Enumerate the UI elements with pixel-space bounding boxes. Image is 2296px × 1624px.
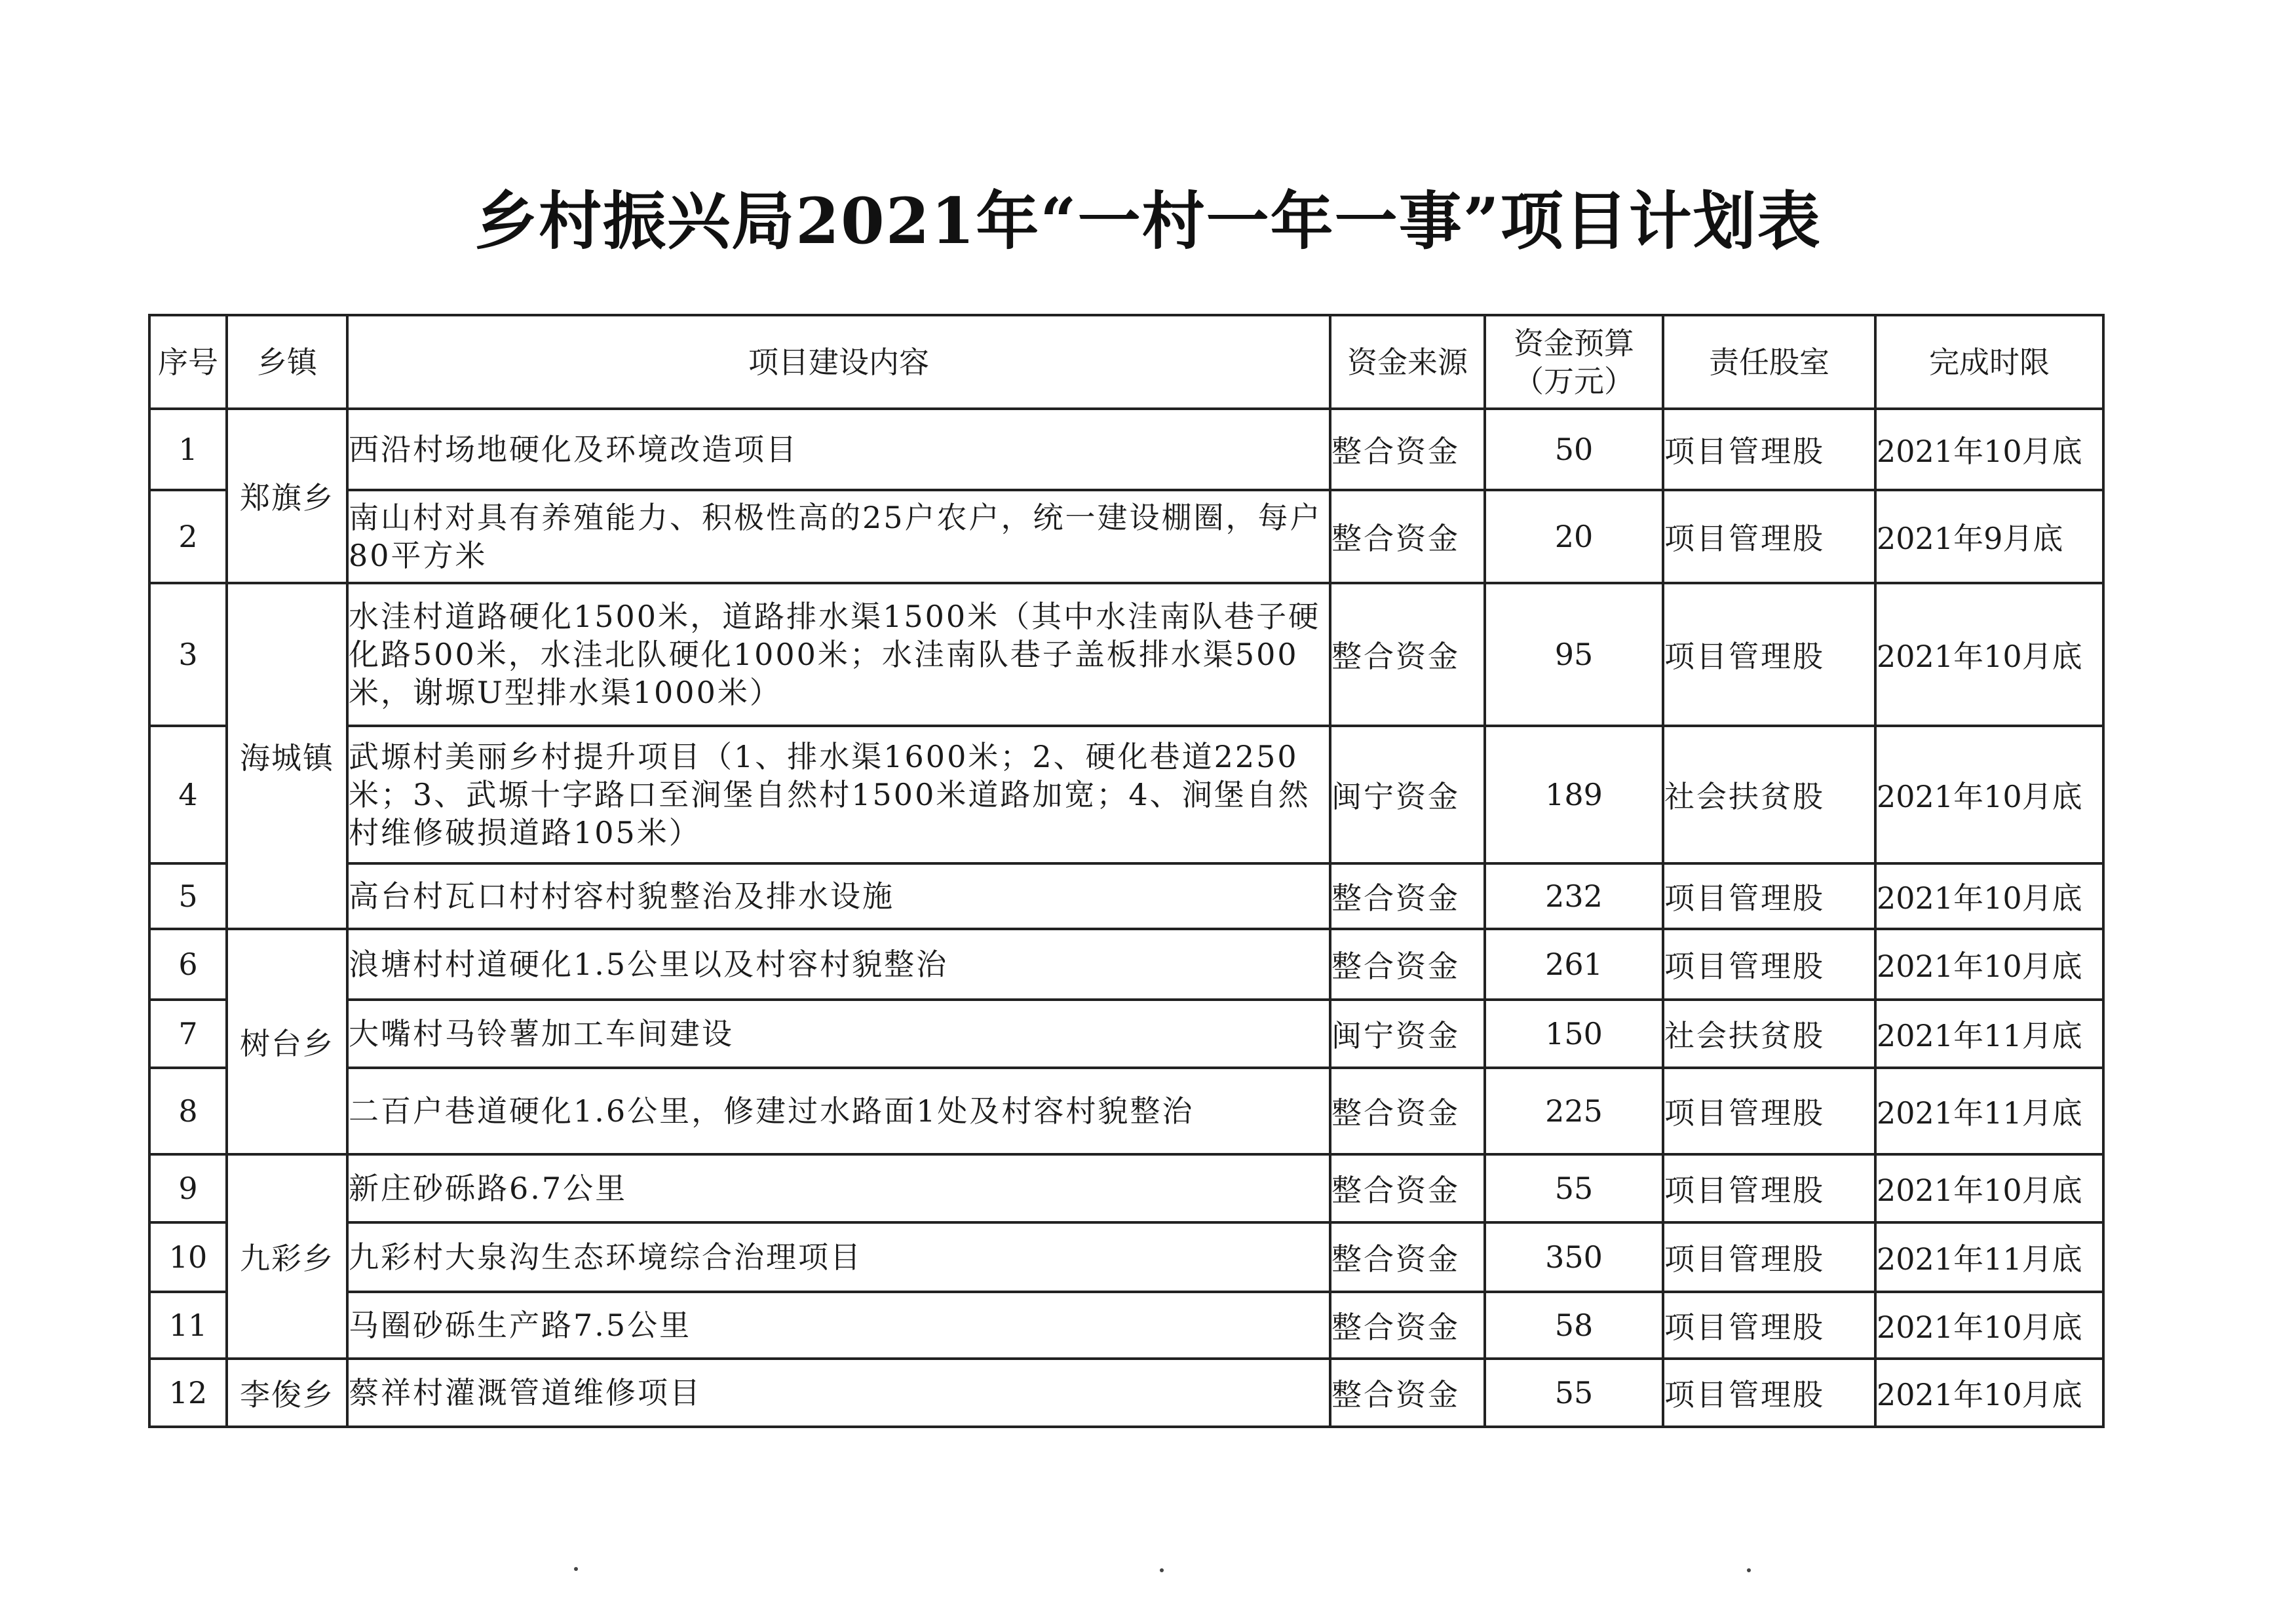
header-time: 完成时限	[1875, 315, 2103, 409]
cell-fund: 整合资金	[1330, 1154, 1485, 1222]
cell-budget: 95	[1485, 583, 1663, 726]
header-budget-line2: （万元）	[1514, 363, 1634, 399]
table-row	[149, 1359, 2103, 1427]
table-row	[149, 1000, 2103, 1068]
cell-fund: 整合资金	[1330, 863, 1485, 929]
cell-fund: 整合资金	[1330, 409, 1485, 490]
cell-seq: 4	[149, 726, 227, 863]
cell-budget: 350	[1485, 1222, 1663, 1292]
cell-time: 2021年10月底	[1875, 583, 2103, 726]
cell-fund: 闽宁资金	[1330, 726, 1485, 863]
cell-dept: 社会扶贫股	[1663, 1000, 1875, 1068]
cell-seq: 6	[149, 929, 227, 1000]
table-row	[149, 1068, 2103, 1154]
cell-seq: 1	[149, 409, 227, 490]
cell-budget: 55	[1485, 1359, 1663, 1427]
cell-dept: 项目管理股	[1663, 1154, 1875, 1222]
cell-seq: 3	[149, 583, 227, 726]
cell-budget: 189	[1485, 726, 1663, 863]
cell-content: 蔡祥村灌溉管道维修项目	[347, 1359, 1330, 1427]
cell-seq: 11	[149, 1292, 227, 1359]
cell-dept: 项目管理股	[1663, 1292, 1875, 1359]
scan-speck	[1747, 1568, 1751, 1572]
cell-fund: 整合资金	[1330, 1068, 1485, 1154]
cell-time: 2021年10月底	[1875, 726, 2103, 863]
cell-fund: 整合资金	[1330, 1292, 1485, 1359]
cell-budget: 150	[1485, 1000, 1663, 1068]
cell-time: 2021年10月底	[1875, 409, 2103, 490]
cell-budget: 55	[1485, 1154, 1663, 1222]
header-budget	[1485, 315, 1663, 409]
project-plan-table	[148, 314, 2105, 1428]
cell-dept: 项目管理股	[1663, 409, 1875, 490]
cell-time: 2021年10月底	[1875, 929, 2103, 1000]
table-row	[149, 726, 2103, 863]
cell-dept: 项目管理股	[1663, 583, 1875, 726]
cell-dept: 项目管理股	[1663, 929, 1875, 1000]
cell-seq: 10	[149, 1222, 227, 1292]
cell-fund: 整合资金	[1330, 929, 1485, 1000]
cell-content: 南山村对具有养殖能力、积极性高的25户农户，统一建设棚圈，每户80平方米	[347, 490, 1330, 583]
header-town: 乡镇	[227, 315, 347, 409]
table-row	[149, 1154, 2103, 1222]
cell-fund: 整合资金	[1330, 490, 1485, 583]
table-row	[149, 490, 2103, 583]
cell-time: 2021年9月底	[1875, 490, 2103, 583]
cell-budget: 58	[1485, 1292, 1663, 1359]
cell-town: 郑旗乡	[227, 409, 347, 583]
cell-seq: 12	[149, 1359, 227, 1427]
cell-content: 浪塘村村道硬化1.5公里以及村容村貌整治	[347, 929, 1330, 1000]
cell-content: 九彩村大泉沟生态环境综合治理项目	[347, 1222, 1330, 1292]
cell-town: 树台乡	[227, 929, 347, 1154]
cell-time: 2021年11月底	[1875, 1068, 2103, 1154]
scan-speck	[574, 1567, 578, 1571]
cell-budget: 225	[1485, 1068, 1663, 1154]
cell-budget: 50	[1485, 409, 1663, 490]
header-dept: 责任股室	[1663, 315, 1875, 409]
cell-seq: 9	[149, 1154, 227, 1222]
cell-content: 二百户巷道硬化1.6公里，修建过水路面1处及村容村貌整治	[347, 1068, 1330, 1154]
cell-content: 大嘴村马铃薯加工车间建设	[347, 1000, 1330, 1068]
table-row	[149, 1292, 2103, 1359]
cell-seq: 2	[149, 490, 227, 583]
table-row	[149, 1222, 2103, 1292]
cell-fund: 整合资金	[1330, 1359, 1485, 1427]
table-row	[149, 863, 2103, 929]
cell-dept: 项目管理股	[1663, 1359, 1875, 1427]
cell-town: 李俊乡	[227, 1359, 347, 1427]
cell-seq: 8	[149, 1068, 227, 1154]
header-seq: 序号	[149, 315, 227, 409]
cell-seq: 7	[149, 1000, 227, 1068]
header-content: 项目建设内容	[347, 315, 1330, 409]
cell-budget: 20	[1485, 490, 1663, 583]
cell-fund: 整合资金	[1330, 583, 1485, 726]
cell-budget: 232	[1485, 863, 1663, 929]
page-title: 乡村振兴局2021年“一村一年一事”项目计划表	[474, 184, 1822, 258]
cell-time: 2021年11月底	[1875, 1000, 2103, 1068]
cell-content: 西沿村场地硬化及环境改造项目	[347, 409, 1330, 490]
cell-seq: 5	[149, 863, 227, 929]
cell-dept: 项目管理股	[1663, 1068, 1875, 1154]
cell-content: 武塬村美丽乡村提升项目（1、排水渠1600米；2、硬化巷道2250米；3、武塬十字路口至涧堡自然村1500米道路加宽；4、涧堡自然村维修破损道路105米）	[347, 726, 1330, 863]
cell-time: 2021年11月底	[1875, 1222, 2103, 1292]
cell-content: 水洼村道路硬化1500米，道路排水渠1500米（其中水洼南队巷子硬化路500米，水洼北队硬化1000米；水洼南队巷子盖板排水渠500米，谢塬U型排水渠1000米）	[347, 583, 1330, 726]
cell-time: 2021年10月底	[1875, 863, 2103, 929]
cell-fund: 闽宁资金	[1330, 1000, 1485, 1068]
cell-time: 2021年10月底	[1875, 1359, 2103, 1427]
cell-dept: 社会扶贫股	[1663, 726, 1875, 863]
cell-fund: 整合资金	[1330, 1222, 1485, 1292]
cell-town: 海城镇	[227, 583, 347, 929]
table-header-row	[149, 315, 2103, 409]
table-row	[149, 583, 2103, 726]
cell-content: 新庄砂砾路6.7公里	[347, 1154, 1330, 1222]
cell-content: 马圈砂砾生产路7.5公里	[347, 1292, 1330, 1359]
header-fund: 资金来源	[1330, 315, 1485, 409]
cell-dept: 项目管理股	[1663, 863, 1875, 929]
header-budget-line1: 资金预算	[1514, 325, 1634, 361]
cell-time: 2021年10月底	[1875, 1154, 2103, 1222]
table-row	[149, 409, 2103, 490]
table-row	[149, 929, 2103, 1000]
cell-dept: 项目管理股	[1663, 1222, 1875, 1292]
cell-content: 高台村瓦口村村容村貌整治及排水设施	[347, 863, 1330, 929]
cell-budget: 261	[1485, 929, 1663, 1000]
cell-dept: 项目管理股	[1663, 490, 1875, 583]
scan-speck	[1160, 1568, 1164, 1572]
cell-town: 九彩乡	[227, 1154, 347, 1359]
cell-time: 2021年10月底	[1875, 1292, 2103, 1359]
